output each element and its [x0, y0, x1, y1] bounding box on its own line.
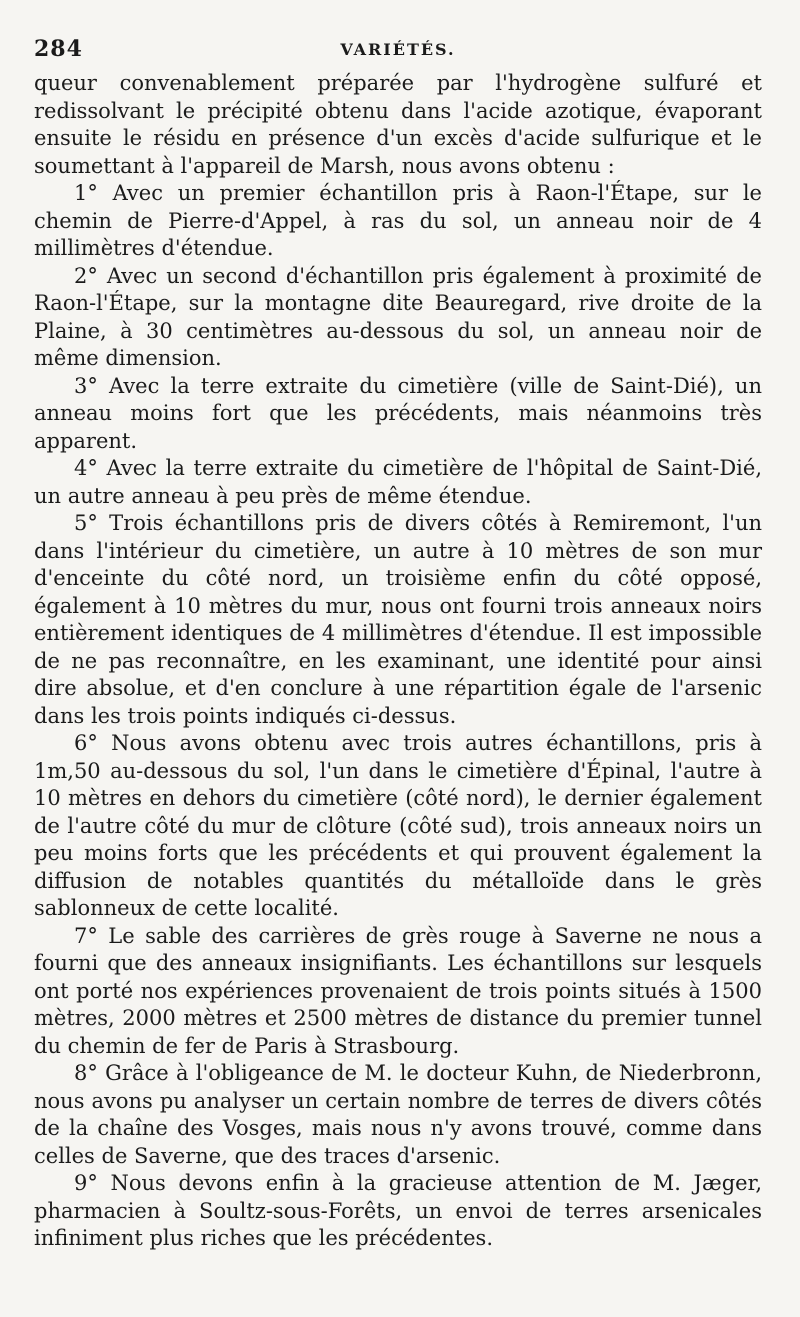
paragraph-item-1: 1° Avec un premier échantillon pris à Raon-l'Étape, sur le chemin de Pierre-d'Appel, à ras du sol, un anneau noir de 4 millimètres d'étendue. — [34, 181, 762, 260]
paragraph-item-2: 2° Avec un second d'échantillon pris également à proximité de Raon-l'Étape, sur la montagne dite Beauregard, rive droite de la Plaine, à 30 centimètres au-dessous du sol, un anneau noir de même dimension. — [34, 263, 762, 370]
paragraph-item-9: 9° Nous devons enfin à la gracieuse attention de M. Jæger, pharmacien à Soultz-sous-Forêts, un envoi de terres arsenicales infiniment plus riches que les précédentes. — [34, 1171, 762, 1250]
page-number: 284 — [34, 36, 83, 62]
paragraph-item-6: 6° Nous avons obtenu avec trois autres échantillons, pris à 1m,50 au-dessous du sol, l'un dans le cimetière d'Épinal, l'autre à 10 mètres en dehors du cimetière (côté nord), le dernier également de l'autre côté du mur de clôture (côté sud), trois anneaux noirs un peu moins forts que les précédents et qui prouvent également la diffusion de notables quantités du métalloïde dans le grès sablonneux de cette localité. — [34, 731, 762, 920]
page-header — [34, 36, 762, 70]
running-head: VARIÉTÉS. — [340, 40, 456, 59]
paragraph-continuation: queur convenablement préparée par l'hydrogène sulfuré et redissolvant le précipité obtenu dans l'acide azotique, évaporant ensuite le résidu en présence d'un excès d'acide sulfurique et le soumettant à l'appareil de Marsh, nous avons obtenu : — [34, 71, 762, 178]
paragraph-item-7: 7° Le sable des carrières de grès rouge à Saverne ne nous a fourni que des anneaux insignifiants. Les échantillons sur lesquels ont porté nos expériences provenaient de trois points situés à 1500 mètres, 2000 mètres et 2500 mètres de distance du premier tunnel du chemin de fer de Paris à Strasbourg. — [34, 923, 762, 1058]
body-text — [34, 70, 762, 1253]
paragraph-item-3: 3° Avec la terre extraite du cimetière (ville de Saint-Dié), un anneau moins fort que les précédents, mais néanmoins très apparent. — [34, 373, 762, 453]
paragraph-item-5: 5° Trois échantillons pris de divers côtés à Remiremont, l'un dans l'intérieur du cimetière, un autre à 10 mètres de son mur d'enceinte du côté nord, un troisième enfin du côté opposé, également à 10 mètres du mur, nous ont fourni trois anneaux noirs entièrement identiques de 4 millimètres d'étendue. Il est impossible de ne pas reconnaître, en les examinant, une identité pour ainsi dire absolue, et d'en conclure à une répartition égale de l'arsenic dans les trois points indiqués ci-dessus. — [34, 511, 762, 728]
paragraph-item-4: 4° Avec la terre extraite du cimetière de l'hôpital de Saint-Dié, un autre anneau à peu près de même étendue. — [34, 456, 762, 508]
paragraph-item-8: 8° Grâce à l'obligeance de M. le docteur Kuhn, de Niederbronn, nous avons pu analyser un certain nombre de terres de divers côtés de la chaîne des Vosges, mais nous n'y avons trouvé, comme dans celles de Saverne, que des traces d'arsenic. — [34, 1061, 762, 1168]
